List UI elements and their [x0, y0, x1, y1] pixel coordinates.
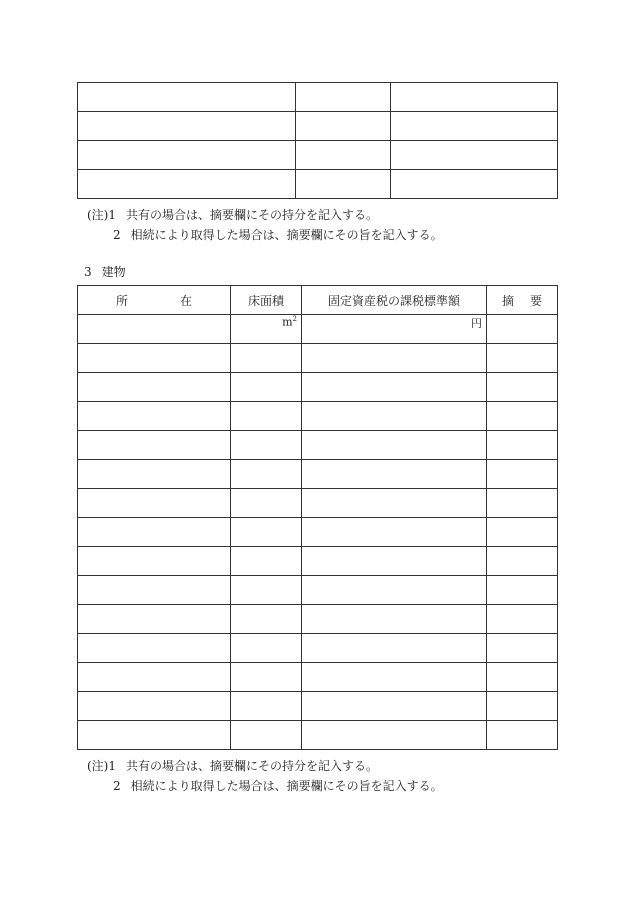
section-heading [84, 263, 126, 280]
table-cell[interactable] [302, 547, 487, 576]
table-cell[interactable] [302, 489, 487, 518]
table-row [78, 605, 558, 634]
table-cell[interactable] [78, 373, 231, 402]
area-unit-cell[interactable] [231, 315, 302, 344]
table-cell[interactable] [487, 576, 558, 605]
area-unit: m [282, 315, 293, 329]
table-cell[interactable] [78, 721, 231, 750]
table-cell[interactable] [487, 721, 558, 750]
section-title: 建物 [101, 265, 126, 279]
table-row [78, 634, 558, 663]
table-cell[interactable] [78, 547, 231, 576]
table-cell[interactable] [78, 344, 231, 373]
building-table [77, 285, 558, 750]
table-cell[interactable] [78, 112, 296, 141]
header-row [78, 286, 558, 315]
note-number: 2 [113, 228, 121, 242]
table-cell[interactable] [302, 634, 487, 663]
table-cell[interactable] [78, 402, 231, 431]
table-cell[interactable] [302, 431, 487, 460]
table-row [78, 518, 558, 547]
table-cell[interactable] [302, 576, 487, 605]
table-cell[interactable] [231, 663, 302, 692]
table-cell[interactable] [78, 518, 231, 547]
table-cell[interactable] [231, 605, 302, 634]
table-cell[interactable] [231, 431, 302, 460]
table-cell[interactable] [78, 692, 231, 721]
land-table [77, 82, 558, 199]
note-prefix: (注) [87, 208, 109, 222]
table-cell[interactable] [302, 663, 487, 692]
table-row [78, 141, 558, 170]
table-cell[interactable] [302, 605, 487, 634]
note-number: 1 [108, 759, 117, 773]
header-floor-area: 床面積 [231, 286, 302, 315]
table-cell[interactable] [78, 605, 231, 634]
table-cell[interactable] [231, 344, 302, 373]
note-text: 共有の場合は、摘要欄にその持分を記入する。 [126, 759, 379, 773]
note-2 [113, 777, 443, 794]
table-row [78, 460, 558, 489]
table-cell[interactable] [78, 489, 231, 518]
table-cell[interactable] [231, 576, 302, 605]
table-cell[interactable] [487, 460, 558, 489]
table-cell[interactable] [487, 344, 558, 373]
table-cell[interactable] [78, 431, 231, 460]
table-cell[interactable] [487, 663, 558, 692]
table-cell[interactable] [231, 692, 302, 721]
table-cell[interactable] [231, 518, 302, 547]
header-summary: 摘 要 [487, 286, 558, 315]
yen-unit: 円 [471, 317, 482, 330]
table-row [78, 170, 558, 199]
table-row [78, 431, 558, 460]
table-cell[interactable] [487, 431, 558, 460]
note-number: 1 [108, 208, 117, 222]
table-cell[interactable] [231, 547, 302, 576]
table-cell[interactable] [231, 721, 302, 750]
yen-unit-cell[interactable] [302, 315, 487, 344]
table-cell[interactable] [78, 460, 231, 489]
table-row [78, 112, 558, 141]
table-cell[interactable] [231, 489, 302, 518]
table-cell[interactable] [78, 634, 231, 663]
table-cell[interactable] [487, 315, 558, 344]
table-cell[interactable] [78, 83, 296, 112]
table-cell[interactable] [78, 170, 296, 199]
table-cell[interactable] [487, 605, 558, 634]
table-cell[interactable] [231, 634, 302, 663]
table-cell[interactable] [487, 518, 558, 547]
table-row [78, 547, 558, 576]
table-row [78, 344, 558, 373]
table-cell[interactable] [302, 402, 487, 431]
table-row [78, 402, 558, 431]
note-text: 相続により取得した場合は、摘要欄にその旨を記入する。 [130, 228, 443, 242]
table-cell[interactable] [302, 518, 487, 547]
table-cell[interactable] [78, 141, 296, 170]
table-cell[interactable] [78, 663, 231, 692]
section-number: 3 [84, 265, 92, 279]
table-cell[interactable] [302, 460, 487, 489]
table-cell[interactable] [296, 170, 391, 199]
table-cell[interactable] [302, 344, 487, 373]
table-row [78, 315, 558, 344]
note-text: 相続により取得した場合は、摘要欄にその旨を記入する。 [130, 779, 443, 793]
area-unit-exp: 2 [292, 315, 297, 323]
table-cell[interactable] [487, 489, 558, 518]
table-cell[interactable] [487, 402, 558, 431]
table-row [78, 576, 558, 605]
table-row [78, 663, 558, 692]
note-1 [87, 206, 378, 223]
note-prefix: (注) [87, 759, 109, 773]
table-cell[interactable] [78, 576, 231, 605]
note-text: 共有の場合は、摘要欄にその持分を記入する。 [126, 208, 379, 222]
header-tax-value: 固定資産税の課税標準額 [302, 286, 487, 315]
table-cell[interactable] [487, 373, 558, 402]
table-row [78, 83, 558, 112]
table-row [78, 373, 558, 402]
table-cell[interactable] [302, 373, 487, 402]
table-cell[interactable] [487, 692, 558, 721]
note-number: 2 [113, 779, 121, 793]
table-cell[interactable] [487, 547, 558, 576]
table-cell[interactable] [296, 141, 391, 170]
note-1 [87, 757, 378, 774]
table-cell[interactable] [391, 83, 558, 112]
header-location: 所 在 [78, 286, 231, 315]
table-row [78, 692, 558, 721]
table-cell[interactable] [487, 634, 558, 663]
table-cell[interactable] [296, 83, 391, 112]
note-2 [113, 226, 443, 243]
table-row [78, 721, 558, 750]
table-cell[interactable] [391, 112, 558, 141]
table-cell[interactable] [391, 170, 558, 199]
table-cell[interactable] [231, 402, 302, 431]
table-cell[interactable] [78, 315, 231, 344]
table-cell[interactable] [296, 112, 391, 141]
table-cell[interactable] [302, 692, 487, 721]
table-cell[interactable] [231, 460, 302, 489]
table-cell[interactable] [302, 721, 487, 750]
table-cell[interactable] [391, 141, 558, 170]
table-row [78, 489, 558, 518]
table-cell[interactable] [231, 373, 302, 402]
